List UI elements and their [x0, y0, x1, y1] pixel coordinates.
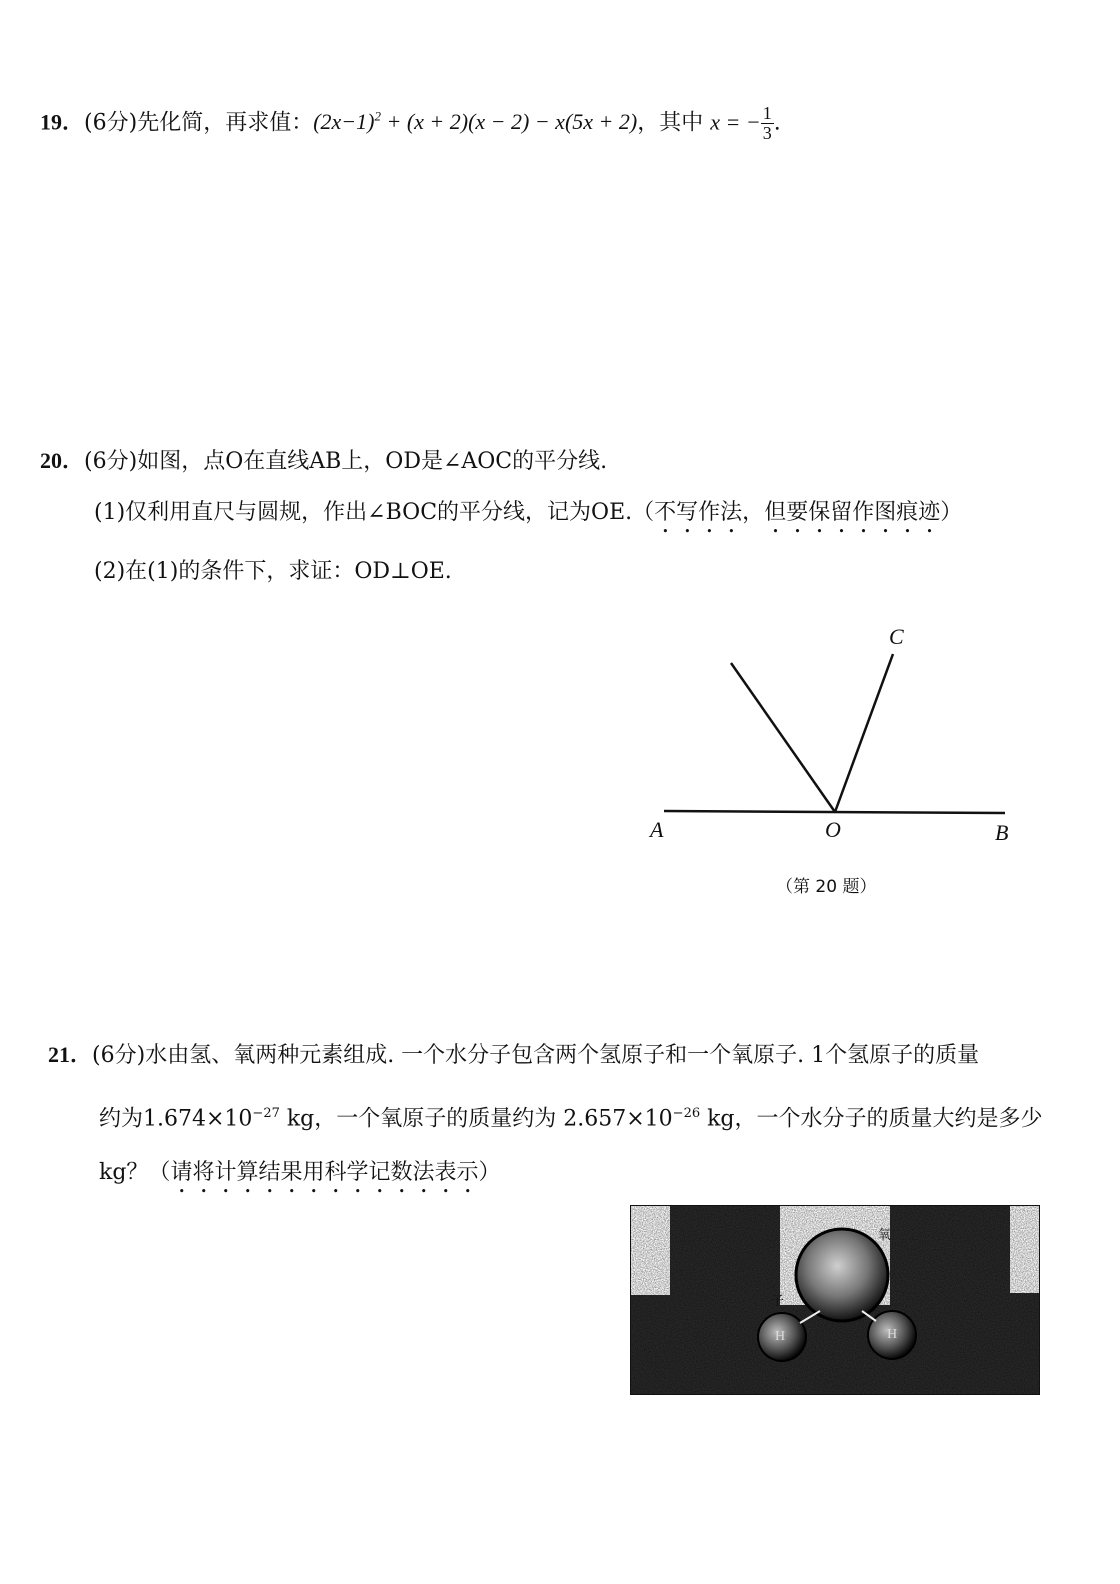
question-points: (6分): [92, 1043, 146, 1068]
label-a: A: [650, 817, 664, 842]
fraction-one-third: $\frac{1}{3}$: [762, 103, 772, 143]
question-20-part-1: (1)仅利用直尺与圆规，作出∠BOC的平分线，记为OE.（不写作法，但要保留作图痕迹）: [94, 500, 963, 525]
question-text: 先化简，再求值：: [137, 110, 314, 136]
label-b: B: [995, 820, 1009, 845]
question-text: 如图，点O在直线AB上，OD是∠AOC的平分线.: [137, 449, 608, 474]
x-value: x = −: [710, 109, 761, 135]
question-20-part-2: (2)在(1)的条件下，求证：OD⊥OE.: [94, 559, 452, 584]
condition-text: ，其中: [637, 110, 711, 136]
label-atom: 子: [771, 1294, 785, 1309]
dotted-emphasis: 不写作法: [654, 500, 743, 525]
question-number: 19．: [40, 109, 85, 135]
label-c: C: [889, 624, 904, 649]
label-o: O: [825, 817, 841, 842]
line-ab: [664, 811, 1005, 813]
dotted-emphasis: 但要保留作图痕迹: [764, 500, 941, 525]
water-molecule-image: [630, 1205, 1040, 1395]
question-points: (6分): [84, 110, 138, 136]
question-points: (6分): [84, 449, 138, 474]
label-h-left: H: [775, 1329, 786, 1344]
label-h-right: H: [887, 1327, 898, 1342]
question-number: 20．: [40, 448, 85, 473]
question-text: 水由氢、氧两种元素组成. 一个水分子包含两个氢原子和一个氧原子. 1个氢原子的质量: [145, 1043, 980, 1068]
ray-od: [731, 663, 835, 812]
question-number: 21．: [48, 1042, 93, 1067]
ray-oc: [835, 654, 893, 812]
question-20: [40, 450, 607, 473]
figure-caption: （第 20 题）: [776, 877, 877, 897]
question-21-line-2: 约为$1.674\times 10^{-27}$ kg，一个氧原子的质量约为 $2.657\times 10^{-26}$ kg，一个水分子的质量大约是多少: [99, 1106, 1043, 1132]
label-oxygen: 氧: [878, 1228, 892, 1243]
question-21: [48, 1044, 979, 1067]
oxygen-atom: [796, 1229, 888, 1321]
dotted-emphasis: 请将计算结果用科学记数法表示: [170, 1160, 479, 1185]
question-19: 19．(6分)先化简，再求值：$(2x-1)^2 + (x + 2)(x - 2) - x(5x + 2)$，其中 x = − $\frac{1}{3}$ .: [40, 103, 781, 143]
question-21-line-3: kg？（请将计算结果用科学记数法表示）: [99, 1160, 501, 1185]
expression: $(2x-1)^2 + (x + 2)(x - 2) - x(5x + 2)$: [313, 109, 638, 135]
